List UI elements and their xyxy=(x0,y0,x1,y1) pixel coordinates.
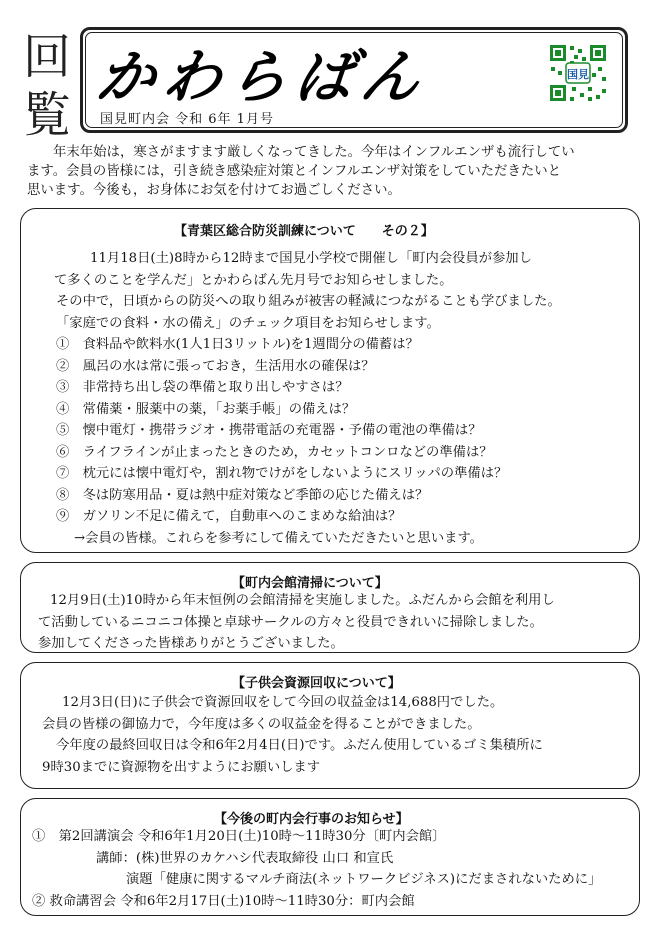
gyouji-title: 【今後の町内会行事のお知らせ】 xyxy=(214,812,409,827)
checklist-item: ⑨ ガソリン不足に備えて，自動車へのこまめな給油は？ xyxy=(56,509,402,524)
checklist-item: ⑤ 懐中電灯・携帯ラジオ・携帯電話の充電器・予備の電池の準備は？ xyxy=(56,423,482,438)
seisou-line: 参加してくださった皆様ありがとうございました。 xyxy=(38,636,344,651)
checklist-item: ④ 常備薬・服薬中の薬，「お薬手帳」の備えは？ xyxy=(56,401,356,417)
shigen-title: 【子供会資源回収について】 xyxy=(232,676,401,691)
gyouji-body xyxy=(32,826,601,912)
kairan-label xyxy=(18,28,76,144)
seisou-body xyxy=(38,590,555,655)
shigen-line: 9時30までに資源物を出すようにお願いします xyxy=(42,759,321,775)
shigen-body xyxy=(40,692,543,778)
event-item: ② 救命講習会 令和6年2月17日(土)10時～11時30分：町内会館 xyxy=(32,893,415,909)
checklist-item: ⑧ 冬は防寒用品・夏は熱中症対策など季節の応じた備えは？ xyxy=(56,487,429,503)
intro-line: 思います。今後も，お身体にお気を付けてお過ごしください。 xyxy=(27,183,401,198)
intro-line: 年末年始は，寒さがますます厳しくなってきした。今年はインフルエンザも流行してい xyxy=(53,145,575,160)
seisou-title: 【町内会館清掃について】 xyxy=(232,576,388,591)
shigen-line: 12月3日(日)に子供会で資源回収をして今回の収益金は14,688円でした。 xyxy=(62,695,504,710)
seisou-line: 12月9日(土)10時から年末恒例の会館清掃を実施しました。ふだんから会館を利用し xyxy=(50,593,555,608)
shigen-line: 今年度の最終回収日は令和6年2月4日(日)です。ふだん使用しているゴミ集積所に xyxy=(56,738,543,753)
newsletter-title: かわらばん xyxy=(92,43,433,111)
seisou-line: て活動しているニコニコ体操と卓球サークルの方々と役員できれいに掃除しました。 xyxy=(38,614,543,630)
checklist-item: ⑦ 枕元には懐中電灯や，割れ物でけがをしないようにスリッパの準備は？ xyxy=(56,466,508,481)
checklist-item: ② 風呂の水は常に張っておき，生活用水の確保は？ xyxy=(56,358,375,374)
intro-line: ます。会員の皆様には，引き続き感染症対策とインフルエンザ対策をしていただきたいと xyxy=(27,164,562,179)
kairan-top-char: 回 xyxy=(22,29,71,85)
checklist-item: ① 食料品や飲料水(1人1日3リットル)を1週間分の備蓄は？ xyxy=(56,337,419,352)
bousai-line: その中で，日頃からの防災への取り組みが被害の軽減につながることも学びました。 xyxy=(56,294,561,309)
event-item: ① 第2回講演会 令和6年1月20日(土)10時～11時30分〔町内会館〕 xyxy=(32,829,446,844)
event-detail: 講師：(株)世界のカケハシ代表取締役 山口 和宣氏 xyxy=(96,850,394,866)
bousai-title: 【青葉区総合防災訓練について その２】 xyxy=(174,224,434,239)
qr-code-icon xyxy=(548,43,608,103)
bousai-conclusion: →会員の皆様。これらを参考にして備えていただきたいと思います。 xyxy=(74,530,483,546)
bousai-body xyxy=(42,248,561,549)
bousai-line: 「家庭での食料・水の備え」のチェック項目をお知らせします。 xyxy=(56,315,440,331)
shigen-line: 会員の皆様の御協力で，今年度は多くの収益金を得ることができました。 xyxy=(42,716,481,732)
checklist-item: ③ 非常持ち出し袋の準備と取り出しやすさは？ xyxy=(56,380,349,395)
bousai-line: 11月18日(土)8時から12時まで国見小学校で開催し「町内会役員が参加し xyxy=(90,251,532,266)
qr-label: 国見 xyxy=(567,68,589,81)
intro-paragraph xyxy=(27,143,635,200)
checklist-item: ⑥ ライフラインが止まったときのため，カセットコンロなどの準備は？ xyxy=(56,444,493,460)
event-detail: 演題「健康に関するマルチ商法(ネットワークビジネス)にだまされないために」 xyxy=(126,872,602,887)
issue-line: 国見町内会 令和 6年 1月号 xyxy=(100,112,274,127)
bousai-line: て多くのことを学んだ」とかわらばん先月号でお知らせしました。 xyxy=(54,272,453,288)
kairan-bottom-char: 覧 xyxy=(22,87,71,143)
